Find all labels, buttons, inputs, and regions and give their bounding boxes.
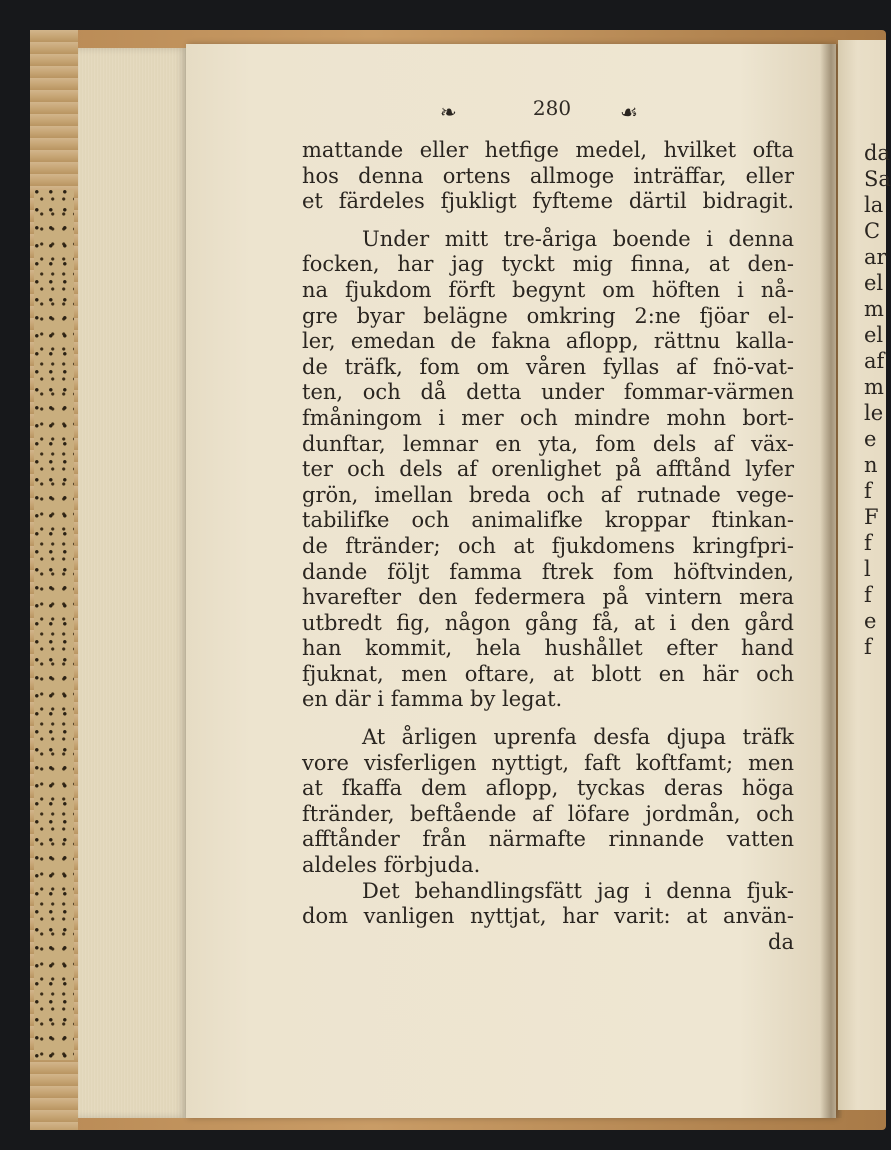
text-line: focken, har jag tyckt mig finna, at den- [302, 252, 794, 277]
facing-fragment: C [864, 219, 881, 243]
facing-fragment: f [864, 583, 872, 607]
text-line: han kommit, hela hushållet efter hand [302, 636, 794, 661]
text-line: tabilifke och animalifke kroppar ftinkan- [302, 508, 794, 533]
text-line: fmåningom i mer och mindre mohn bort- [302, 405, 794, 430]
facing-fragment: n [864, 453, 878, 477]
text-line: fjuknat, men oftare, at blott en här och [302, 661, 794, 686]
body-text [302, 138, 794, 955]
text-line: grön, imellan breda och af rutnade vege- [302, 482, 794, 507]
text-line: ler, emedan de fakna aflopp, rättnu kalla- [302, 329, 794, 354]
text-line: dande följt famma ftrek fom höftvinden, [302, 559, 794, 584]
text-line: ter och dels af orenlighet på afftånd lyfer [302, 457, 794, 482]
facing-fragment: el [864, 323, 884, 347]
facing-fragment: m [864, 375, 884, 399]
text-line: Under mitt tre-åriga boende i denna [362, 226, 794, 251]
facing-fragment: m [864, 297, 884, 321]
text-line: de träfk, fom om våren fyllas af fnö-vat- [302, 354, 794, 379]
paragraph [302, 227, 794, 713]
text-line: vore visferligen nyttigt, faft koftfamt; men [302, 750, 794, 775]
facing-fragment: ar [864, 245, 887, 269]
text-line: hvarefter den federmera på vintern mera [302, 585, 794, 610]
text-line: ftränder, beftående af löfare jordmån, och [302, 801, 794, 826]
facing-fragment: la [864, 193, 884, 217]
text-line: ten, och då detta under fommar-värmen [302, 380, 794, 405]
text-line: hos denna ortens allmoge inträffar, eller [302, 163, 794, 188]
facing-fragment: f [864, 531, 872, 555]
text-line: na fjukdom förft begynt om höften i nå- [302, 277, 794, 302]
facing-fragment: l [864, 557, 871, 581]
facing-fragment: f [864, 635, 872, 659]
facing-page-text [864, 140, 891, 660]
facing-fragment: el [864, 271, 884, 295]
text-line: Det behandlingsfätt jag i denna fjuk- [362, 878, 794, 903]
facing-fragment: af [864, 349, 885, 373]
facing-fragment: F [864, 505, 879, 529]
speckled-endpaper [34, 190, 74, 1060]
facing-fragment: da [864, 141, 890, 165]
text-line: at fkaffa dem aflopp, tyckas deras höga [302, 776, 794, 801]
paragraph [302, 725, 794, 879]
facing-fragment: Sa [864, 167, 891, 191]
text-line: dunftar, lemnar en yta, fom dels af väx- [302, 431, 794, 456]
text-line: utbredt fig, någon gång få, at i den gård [302, 610, 794, 635]
page-edges [78, 48, 188, 1118]
facing-fragment: e [864, 609, 877, 633]
page-header [440, 96, 670, 126]
text-line: en där i famma by legat. [302, 687, 563, 712]
paragraph [302, 879, 794, 930]
text-line: et färdeles fjukligt fyfteme därtil bidragit. [302, 189, 794, 214]
text-line: At årligen uprenfa desfa djupa träfk [362, 725, 794, 750]
text-line: gre byar belägne omkring 2:ne fjöar el- [302, 303, 794, 328]
text-line: mattande eller hetfige medel, hvilket ofta [302, 138, 794, 162]
facing-fragment: e [864, 427, 877, 451]
fleuron-right-icon: ☙ [620, 100, 638, 124]
facing-fragment: f [864, 479, 872, 503]
fleuron-left-icon: ❧ [440, 100, 457, 124]
text-line: dom vanligen nyttjat, har varit: at använ- [302, 904, 794, 929]
text-line: de ftränder; och at fjukdomens kringfpri- [302, 533, 794, 558]
facing-fragment: le [864, 401, 884, 425]
catchword: da [768, 929, 794, 954]
paragraph [302, 138, 794, 215]
text-line: afftånder från närmafte rinnande vatten [302, 827, 794, 852]
page-number: 280 [532, 96, 572, 120]
text-line: aldeles förbjuda. [302, 853, 481, 878]
